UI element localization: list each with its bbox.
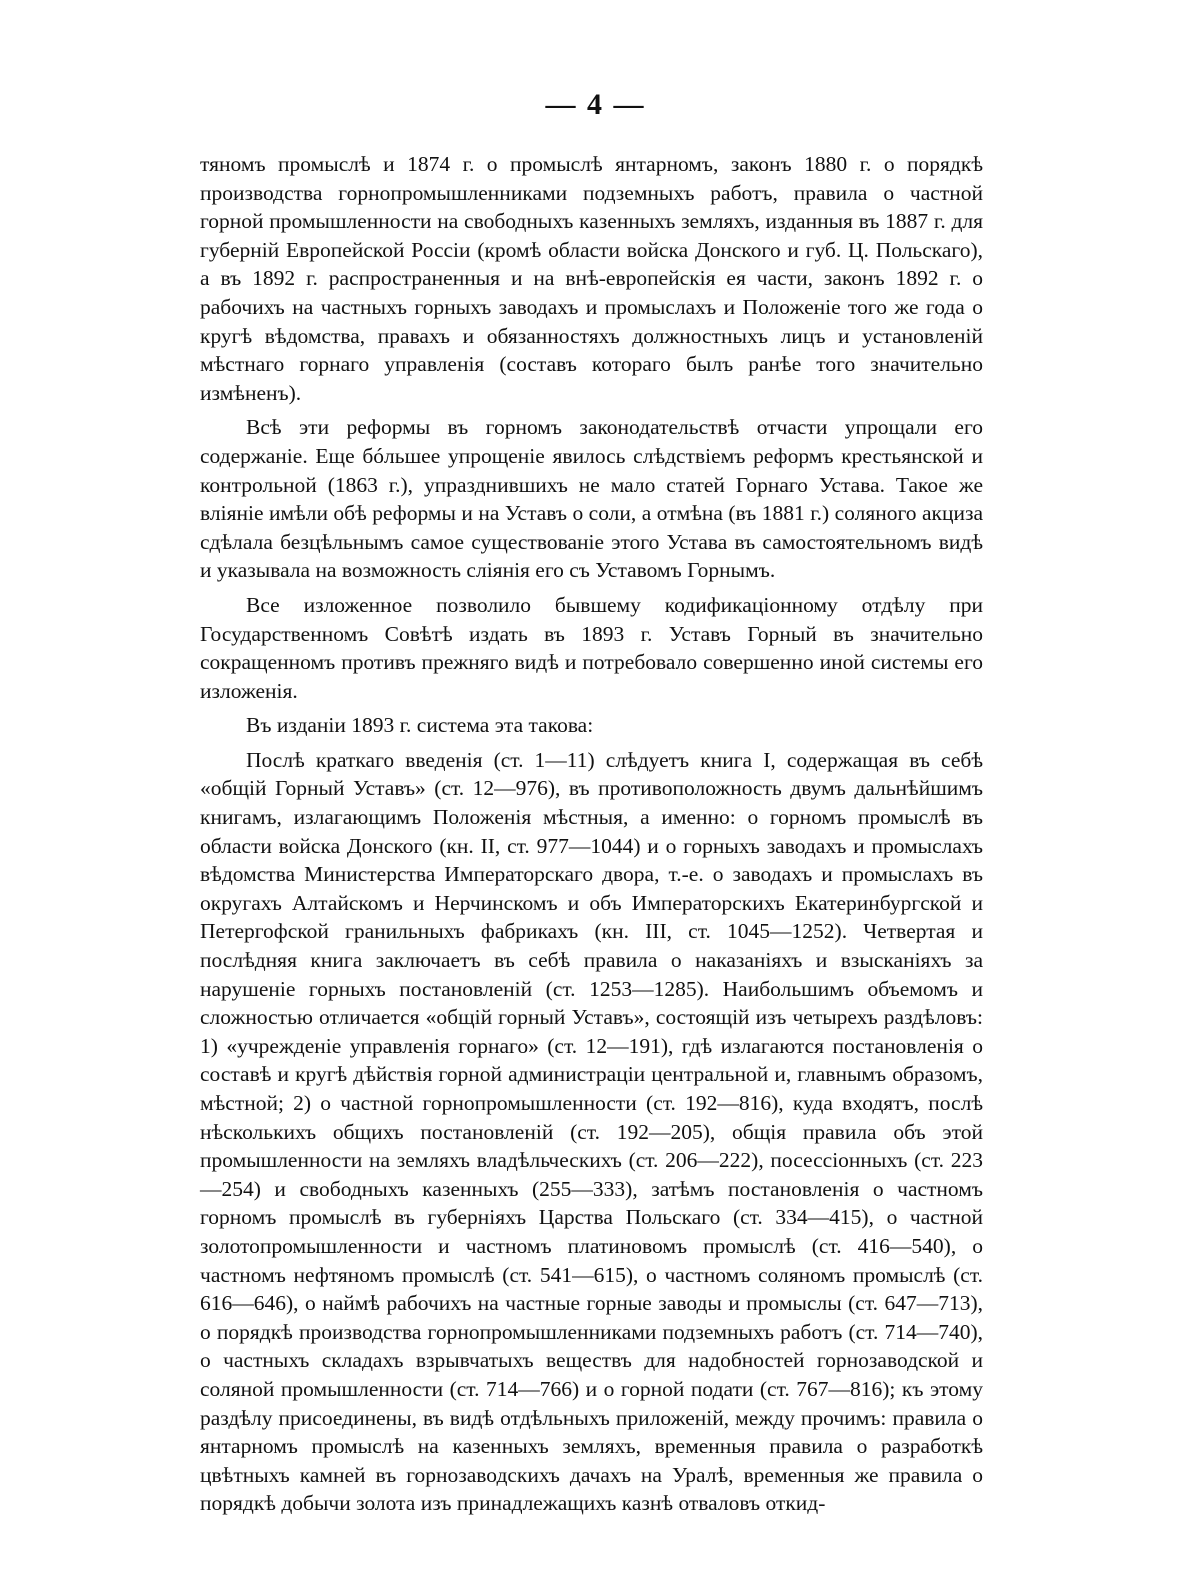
paragraph-4: Въ изданіи 1893 г. система эта такова: bbox=[246, 713, 594, 738]
text-body bbox=[200, 150, 983, 1524]
page-number: — 4 — bbox=[545, 88, 646, 121]
paragraph-1: тяномъ промыслѣ и 1874 г. о промыслѣ янтарномъ, законъ 1880 г. о порядкѣ производства горнопромышленниками подземныхъ работъ, правила о частной горной промышленности на свободныхъ казенныхъ земляхъ, изданныя въ 1887 г. для губерній Европейской Россіи (кромѣ области войска Донского и губ. Ц. Польскаго), а въ 1892 г. распространенныя и на внѣ-европейскія ея части, законъ 1892 г. о рабочихъ на частныхъ горныхъ заводахъ и промыслахъ и Положеніе того же года о кругѣ вѣдомства, правахъ и обязанностяхъ должностныхъ лицъ и установленій мѣстнаго горнаго управленія (составъ котораго былъ ранѣе того значительно измѣненъ). bbox=[200, 152, 983, 405]
paragraph-5: Послѣ краткаго введенія (ст. 1—11) слѣдуетъ книга I, содержащая въ себѣ «общій Горный Уставъ» (ст. 12—976), въ противоположность двумъ дальнѣйшимъ книгамъ, излагающимъ Положенія мѣстныя, а именно: о горномъ промыслѣ въ области войска Донского (кн. II, ст. 977—1044) и о горныхъ заводахъ и промыслахъ вѣдомства Министерства Императорскаго двора, т.-е. о заводахъ и промыслахъ въ округахъ Алтайскомъ и Нерчинскомъ и объ Императорскихъ Екатеринбургской и Петергофской гранильныхъ фабрикахъ (кн. III, ст. 1045—1252). Четвертая и послѣдняя книга заключаетъ въ себѣ правила о наказаніяхъ и взысканіяхъ за нарушеніе горныхъ постановленій (ст. 1253—1285). Наибольшимъ объемомъ и сложностью отличается «общій горный Уставъ», состоящій изъ четырехъ раздѣловъ: 1) «учрежденіе управленія горнаго» (ст. 12—191), гдѣ излагаются постановленія о составѣ и кругѣ дѣйствія горной администраціи центральной и, главнымъ образомъ, мѣстной; 2) о частной горнопромышленности (ст. 192—816), куда входятъ, послѣ нѣсколькихъ общихъ постановленій (ст. 192—205), общія правила объ этой промышленности на земляхъ владѣльческихъ (ст. 206—222), посессіонныхъ (ст. 223—254) и свободныхъ казенныхъ (255—333), затѣмъ постановленія о частномъ горномъ промыслѣ въ губерніяхъ Царства Польскаго (ст. 334—415), о частной золотопромышленности и частномъ платиновомъ промыслѣ (ст. 416—540), о частномъ нефтяномъ промыслѣ (ст. 541—615), о частномъ соляномъ промыслѣ (ст. 616—646), о наймѣ рабочихъ на частные горные заводы и промыслы (ст. 647—713), о порядкѣ производства горнопромышленниками подземныхъ работъ (ст. 714—740), о частныхъ складахъ взрывчатыхъ веществъ для надобностей горнозаводской и соляной промышленности (ст. 714—766) и о горной подати (ст. 767—816); къ этому раздѣлу присоединены, въ видѣ отдѣльныхъ приложеній, между прочимъ: правила о янтарномъ промыслѣ на казенныхъ земляхъ, временныя правила о разработкѣ цвѣтныхъ камней въ горнозаводскихъ дачахъ на Уралѣ, временныя же правила о порядкѣ добычи золота изъ принадлежащихъ казнѣ отваловъ откид- bbox=[200, 747, 983, 1516]
paragraph-2: Всѣ эти реформы въ горномъ законодательствѣ отчасти упрощали его содержаніе. Еще бóльшее упрощеніе явилось слѣдствіемъ реформъ крестьянской и контрольной (1863 г.), упразднившихъ не мало статей Горнаго Устава. Такое же вліяніе имѣли обѣ реформы и на Уставъ о соли, а отмѣна (въ 1881 г.) соляного акциза сдѣлала безцѣльнымъ самое существованіе этого Устава въ самостоятельномъ видѣ и указывала на возможность слiянія его съ Уставомъ Горнымъ. bbox=[200, 415, 983, 583]
paragraph-3: Все изложенное позволило бывшему кодификаціонному отдѣлу при Государственномъ Совѣтѣ издать въ 1893 г. Уставъ Горный въ значительно сокращенномъ противъ прежняго видѣ и потребовало совершенно иной системы его изложенія. bbox=[200, 592, 983, 703]
